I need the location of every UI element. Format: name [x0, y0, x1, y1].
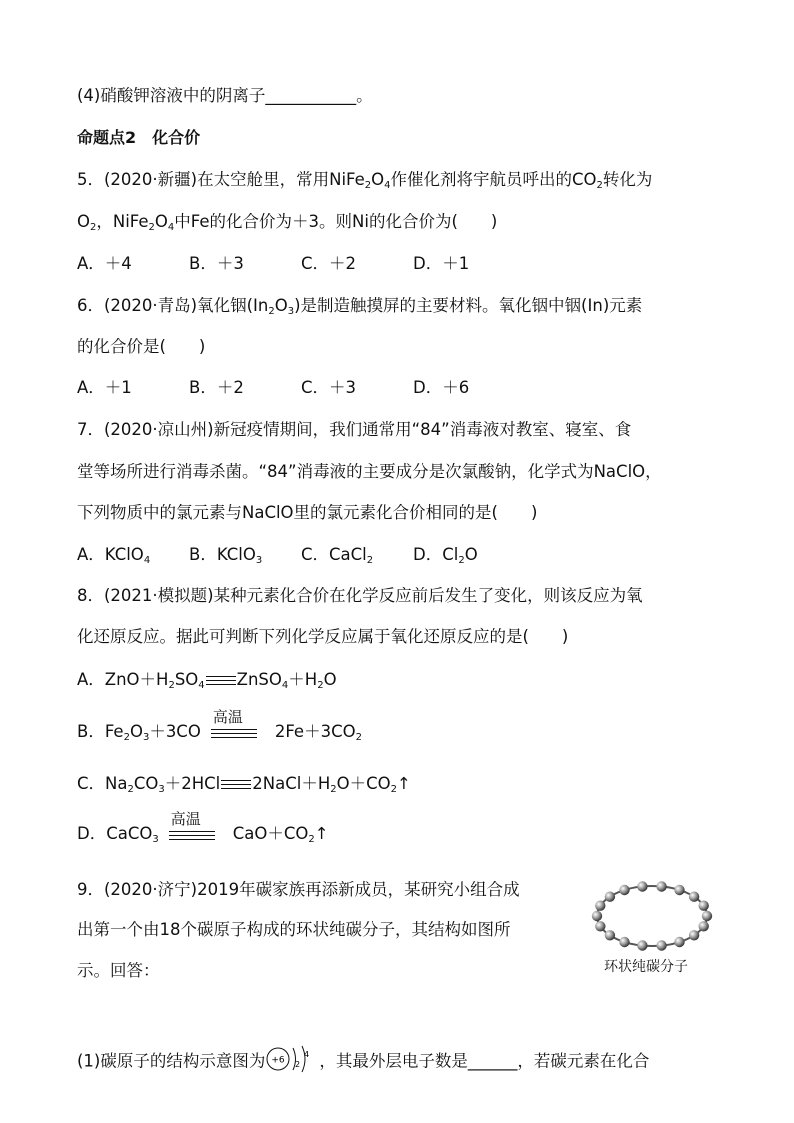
carbon-atom	[637, 940, 647, 950]
q7-option-d[interactable]: D．$Cl_2O$	[413, 545, 478, 566]
carbon-atom	[699, 921, 709, 931]
q8-option-c[interactable]: C．$Na_2CO_3+2HCl$ $2NaCl+H_2O+CO_2↑$	[77, 774, 411, 795]
svg-text:4: 4	[304, 1050, 310, 1059]
carbon-atom	[674, 885, 684, 895]
q5-line1: 5．(2020·新疆)在太空舱里，常用$NiFe_2O_4$作催化剂将宇航员呼出的$CO_2$转化为	[77, 170, 653, 191]
q8-option-d[interactable]: D．CaCO$_3$ 高温 $CaO+CO_2↑$	[77, 809, 329, 845]
carbon-atom	[605, 930, 615, 940]
carbon-atom	[656, 940, 666, 950]
q9-line1: 9．(2020·济宁)2019年碳家族再添新成员，某研究小组合成	[77, 880, 520, 899]
q7-options	[77, 545, 525, 565]
carbon-atom	[689, 930, 699, 940]
carbon-atom	[699, 901, 709, 911]
q6-option-c[interactable]: C．＋3	[301, 378, 357, 397]
q5-options	[77, 254, 525, 274]
q6-option-a[interactable]: A．＋1	[77, 378, 132, 397]
q6-option-d[interactable]: D．＋6	[413, 378, 470, 397]
carbon-atom-structure-diagram	[265, 1045, 319, 1079]
carbon-atom	[595, 921, 605, 931]
q8-line2: 化还原反应。据此可判断下列化学反应属于氧化还原反应的是( )	[77, 627, 569, 646]
q6-option-b[interactable]: B．＋2	[189, 378, 244, 397]
q7-option-b[interactable]: B．KClO$_3$	[189, 545, 263, 566]
q8-line1: 8．(2021·模拟题)某种元素化合价在化学反应前后发生了变化，则该反应为氧	[77, 586, 643, 605]
q9-line3: 示。回答：	[77, 961, 160, 980]
q8-option-b[interactable]: B．$Fe_2O_3+3CO$ 高温 $2Fe+3CO_2$	[77, 707, 362, 743]
q7-line3: 下列物质中的氯元素与NaClO里的氯元素化合价相同的是( )	[77, 503, 538, 522]
q5-option-c[interactable]: C．＋2	[301, 254, 357, 273]
carbon-atom	[674, 937, 684, 947]
equals-sign	[206, 676, 236, 686]
carbon-atom	[702, 911, 712, 921]
figure-caption: 环状纯碳分子	[604, 959, 688, 975]
carbon-atom	[619, 885, 629, 895]
q6-line2: 的化合价是( )	[77, 337, 206, 356]
carbon-ring-figure	[590, 878, 714, 954]
reaction-condition: 高温	[211, 723, 261, 743]
q5-option-b[interactable]: B．＋3	[189, 254, 244, 273]
q9-line2: 出第一个由18个碳原子构成的环状纯碳分子，其结构如图所	[77, 920, 511, 939]
q8-option-a[interactable]: A．$ZnO+H_2SO_4$ $ZnSO_4+H_2O$	[77, 670, 337, 691]
carbon-atom	[595, 901, 605, 911]
carbon-atom	[637, 881, 647, 891]
section-title: 命题点2 化合价	[77, 128, 201, 147]
carbon-atom	[605, 892, 615, 902]
q9-sub1: (1)碳原子的结构示意图为 +6 2 4 ，其最外层电子数是______，若碳元素在化合	[77, 1045, 649, 1079]
svg-text:2: 2	[295, 1060, 301, 1069]
q7-option-c[interactable]: C．CaCl$_2$	[301, 545, 374, 566]
carbon-atom	[689, 892, 699, 902]
carbon-atom	[592, 911, 602, 921]
q7-line1: 7．(2020·凉山州)新冠疫情期间，我们通常用“84”消毒液对教室、寝室、食	[77, 420, 632, 439]
q4-sub-question: (4)硝酸钾溶液中的阴离子___________。	[77, 86, 373, 105]
q5-line2: $O_2$，$NiFe_2O_4$中Fe的化合价为＋3。则Ni的化合价为( )	[77, 212, 498, 233]
svg-text:+6: +6	[271, 1055, 286, 1066]
q5-option-d[interactable]: D．＋1	[413, 254, 470, 273]
q7-option-a[interactable]: A．KClO$_4$	[77, 545, 151, 566]
reaction-condition: 高温	[169, 825, 219, 845]
q6-line1: 6．(2020·青岛)氧化铟$(In_2O_3)$是制造触摸屏的主要材料。氧化铟中铟(In)元素	[77, 296, 643, 317]
q7-line2: 堂等场所进行消毒杀菌。“84”消毒液的主要成分是次氯酸钠，化学式为NaClO，	[77, 462, 662, 481]
q5-option-a[interactable]: A．＋4	[77, 254, 132, 273]
carbon-atom	[656, 881, 666, 891]
q6-options	[77, 378, 525, 398]
carbon-atom	[619, 937, 629, 947]
equals-sign	[221, 780, 251, 790]
